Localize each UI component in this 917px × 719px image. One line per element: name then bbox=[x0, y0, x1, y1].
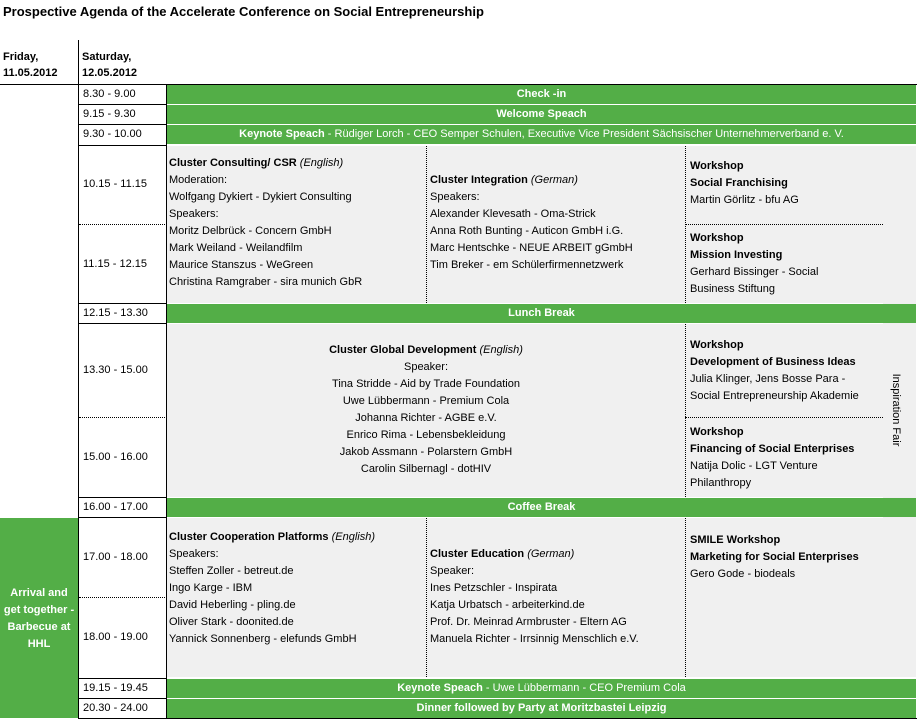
speaker: Yannick Sonnenberg - elefunds GmbH bbox=[169, 633, 357, 645]
time-slot: 12.15 - 13.30 bbox=[83, 307, 148, 319]
speaker: Anna Roth Bunting - Auticon GmbH i.G. bbox=[430, 225, 624, 237]
time-slot: 18.00 - 19.00 bbox=[83, 631, 148, 643]
row-divider bbox=[79, 698, 167, 699]
inspiration-fair-label-wrap bbox=[885, 373, 907, 447]
speaker: Jakob Assmann - Polarstern GmbH bbox=[339, 446, 513, 458]
dinner-bar: Dinner followed by Party at Moritzbastei Leipzig bbox=[167, 699, 916, 718]
speaker: Alexander Klevesath - Oma-Strick bbox=[430, 208, 596, 220]
friday-date: 11.05.2012 bbox=[3, 67, 58, 79]
cluster-global-development: Cluster Global Development (English) Speaker: Tina Stridde - Aid by Trade Foundation Uwe Lübbermann - Premium Cola Johanna Richter - AGBE e.V. Enrico Rima - Lebensbekleidung Jakob Assmann - Polarstern GmbH Carolin Silbernagl - dotHIV bbox=[167, 342, 685, 478]
workshop-smile-marketing: SMILE Workshop Marketing for Social Enterprises Gero Gode - biodeals bbox=[690, 534, 859, 580]
coffee-bar: Coffee Break bbox=[167, 498, 916, 517]
row-divider bbox=[79, 104, 167, 105]
time-slot: 9.15 - 9.30 bbox=[83, 108, 136, 120]
speaker: Prof. Dr. Meinrad Armbruster - Eltern AG bbox=[430, 616, 627, 628]
time-slot: 8.30 - 9.00 bbox=[83, 88, 136, 100]
time-slot: 11.15 - 12.15 bbox=[83, 258, 148, 270]
col-divider bbox=[426, 518, 427, 677]
workshop-financing: Workshop Financing of Social Enterprises Natija Dolic - LGT Venture Philanthropy bbox=[690, 426, 855, 489]
row-divider bbox=[79, 145, 167, 146]
row-divider bbox=[79, 323, 167, 324]
row-divider bbox=[685, 224, 883, 225]
time-slot: 20.30 - 24.00 bbox=[83, 702, 148, 714]
lunch-bar: Lunch Break bbox=[167, 304, 916, 323]
row-divider bbox=[79, 678, 167, 679]
divider-friday bbox=[78, 40, 79, 719]
time-slot: 19.15 - 19.45 bbox=[83, 682, 148, 694]
time-slot: 15.00 - 16.00 bbox=[83, 451, 148, 463]
speaker: Ines Petzschler - Inspirata bbox=[430, 582, 558, 594]
workshop-mission-investing: Workshop Mission Investing Gerhard Bissinger - Social Business Stiftung bbox=[690, 232, 819, 295]
speaker: Maurice Stanszus - WeGreen bbox=[169, 259, 314, 271]
row-divider bbox=[79, 497, 167, 498]
row-divider bbox=[79, 124, 167, 125]
keynote-1-bar: Keynote Speach - Rüdiger Lorch - CEO Semper Schulen, Executive Vice President Sächsischer Unternehmerverband e. V. bbox=[167, 125, 916, 144]
time-slot: 17.00 - 18.00 bbox=[83, 551, 148, 563]
welcome-bar: Welcome Speach bbox=[167, 105, 916, 124]
time-slot: 10.15 - 11.15 bbox=[83, 178, 148, 190]
page-title: Prospective Agenda of the Accelerate Conference on Social Entrepreneurship bbox=[3, 4, 484, 19]
speaker: Uwe Lübbermann - Premium Cola bbox=[342, 395, 510, 407]
row-divider bbox=[79, 417, 167, 418]
checkin-bar: Check -in bbox=[167, 85, 916, 104]
speaker: Johanna Richter - AGBE e.V. bbox=[355, 412, 497, 424]
speaker: Carolin Silbernagl - dotHIV bbox=[360, 463, 492, 475]
header-divider bbox=[0, 84, 917, 85]
speaker: Mark Weiland - Weilandfilm bbox=[169, 242, 303, 254]
speaker: Ingo Karge - IBM bbox=[169, 582, 253, 594]
col-divider bbox=[685, 146, 686, 303]
time-slot: 9.30 - 10.00 bbox=[83, 128, 142, 140]
workshop-business-ideas: Workshop Development of Business Ideas Julia Klinger, Jens Bosse Para - Social Entrepreneurship Akademie bbox=[690, 339, 859, 402]
speaker: Moritz Delbrück - Concern GmbH bbox=[169, 225, 332, 237]
row-divider bbox=[685, 417, 883, 418]
saturday-date: 12.05.2012 bbox=[82, 67, 138, 79]
friday-label: Friday, bbox=[3, 51, 39, 63]
friday-event-text: Arrival and get together - Barbecue at HHL bbox=[3, 587, 75, 650]
speaker: Oliver Stark - doonited.de bbox=[169, 616, 294, 628]
speaker: Christina Ramgraber - sira munich GbR bbox=[169, 276, 363, 288]
speaker: Tim Breker - em Schülerfirmennetzwerk bbox=[430, 259, 624, 271]
saturday-header bbox=[82, 49, 137, 81]
row-divider bbox=[79, 597, 167, 598]
time-slot: 16.00 - 17.00 bbox=[83, 501, 148, 513]
cluster-consulting: Cluster Consulting/ CSR (English) Moderation: Wolfgang Dykiert - Dykiert Consulting Speakers: Moritz Delbrück - Concern GmbH Mark Weiland - Weilandfilm Maurice Stanszus - WeGreen Christina Ramgraber - sira munich GbR bbox=[169, 155, 362, 291]
cluster-education: Cluster Education (German) Speaker: Ines Petzschler - Inspirata Katja Urbatsch - arbeiterkind.de Prof. Dr. Meinrad Armbruster - Eltern AG Manuela Richter - Irrsinnig Menschlich e.V. bbox=[430, 546, 639, 648]
cluster-cooperation-platforms: Cluster Cooperation Platforms (English) Speakers: Steffen Zoller - betreut.de Ingo Karge - IBM David Heberling - pling.de Oliver Stark - doonited.de Yannick Sonnenberg - elefunds GmbH bbox=[169, 529, 375, 648]
col-divider bbox=[685, 324, 686, 497]
keynote-2-bar: Keynote Speach - Uwe Lübbermann - CEO Premium Cola bbox=[167, 679, 916, 698]
col-divider bbox=[426, 146, 427, 303]
speaker: Marc Hentschke - NEUE ARBEIT gGmbH bbox=[430, 242, 633, 254]
speaker: Steffen Zoller - betreut.de bbox=[169, 565, 294, 577]
col-divider bbox=[685, 518, 686, 677]
friday-header bbox=[3, 49, 57, 81]
row-divider bbox=[79, 224, 167, 225]
speaker: Manuela Richter - Irrsinnig Menschlich e.V. bbox=[430, 633, 639, 645]
speaker: David Heberling - pling.de bbox=[169, 599, 296, 611]
inspiration-fair-label: Inspiration Fair bbox=[890, 373, 902, 447]
cluster-integration: Cluster Integration (German) Speakers: Alexander Klevesath - Oma-Strick Anna Roth Bunting - Auticon GmbH i.G. Marc Hentschke - NEUE ARBEIT gGmbH Tim Breker - em Schülerfirmennetzwerk bbox=[430, 172, 633, 274]
speaker: Enrico Rima - Lebensbekleidung bbox=[346, 429, 506, 441]
speaker: Katja Urbatsch - arbeiterkind.de bbox=[430, 599, 585, 611]
saturday-label: Saturday, bbox=[82, 51, 132, 63]
time-slot: 13.30 - 15.00 bbox=[83, 364, 148, 376]
row-divider bbox=[79, 303, 167, 304]
row-divider bbox=[79, 517, 167, 518]
speaker: Tina Stridde - Aid by Trade Foundation bbox=[332, 378, 520, 390]
workshop-social-franchising: Workshop Social Franchising Martin Görlitz - bfu AG bbox=[690, 160, 799, 206]
